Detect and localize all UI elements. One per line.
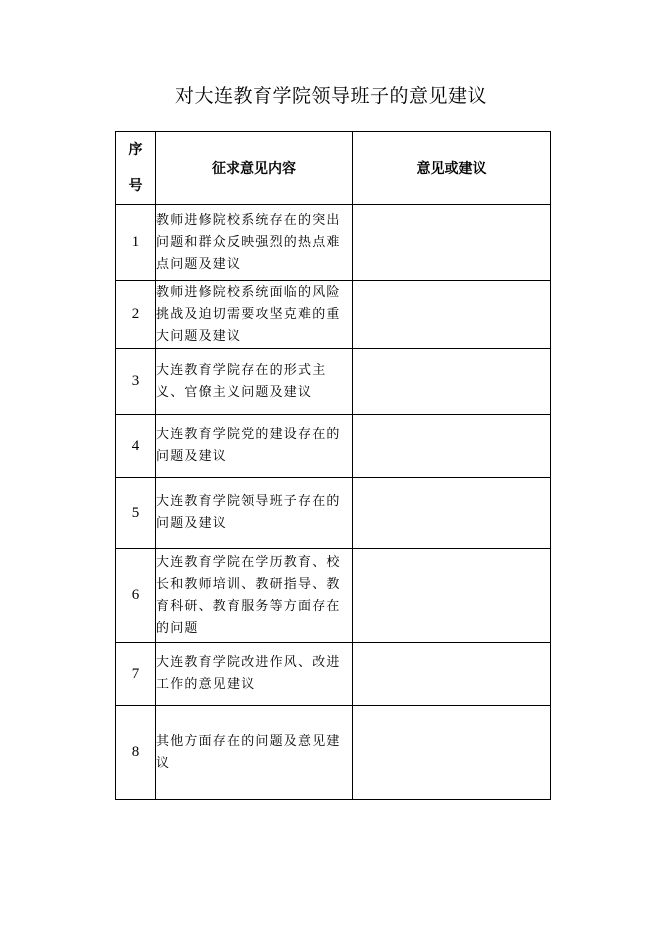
opinion-input-cell[interactable] <box>353 349 551 415</box>
row-content: 大连教育学院党的建设存在的问题及建议 <box>156 415 353 478</box>
opinion-input-cell[interactable] <box>353 415 551 478</box>
opinion-input-cell[interactable] <box>353 549 551 643</box>
number-column-header <box>116 132 156 205</box>
table-row <box>116 549 551 643</box>
table-row <box>116 415 551 478</box>
row-content: 大连教育学院改进作风、改进工作的意见建议 <box>156 643 353 706</box>
row-content: 大连教育学院存在的形式主义、官僚主义问题及建议 <box>156 349 353 415</box>
row-content: 教师进修院校系统存在的突出问题和群众反映强烈的热点难点问题及建议 <box>156 205 353 281</box>
opinion-input-cell[interactable] <box>353 281 551 349</box>
row-number: 7 <box>116 643 156 706</box>
opinion-form-table <box>115 131 551 800</box>
row-content: 教师进修院校系统面临的风险挑战及迫切需要攻坚克难的重大问题及建议 <box>156 281 353 349</box>
content-column-header: 征求意见内容 <box>156 132 353 205</box>
table-row <box>116 643 551 706</box>
row-number: 6 <box>116 549 156 643</box>
opinion-column-header: 意见或建议 <box>353 132 551 205</box>
header-row <box>116 132 551 205</box>
opinion-input-cell[interactable] <box>353 205 551 281</box>
row-number: 5 <box>116 478 156 549</box>
table-row <box>116 478 551 549</box>
row-content: 大连教育学院领导班子存在的问题及建议 <box>156 478 353 549</box>
table-row <box>116 205 551 281</box>
row-content: 大连教育学院在学历教育、校长和教师培训、教研指导、教育科研、教育服务等方面存在的问题 <box>156 549 353 643</box>
row-content: 其他方面存在的问题及意见建议 <box>156 706 353 800</box>
row-number: 8 <box>116 706 156 800</box>
opinion-input-cell[interactable] <box>353 478 551 549</box>
row-number: 3 <box>116 349 156 415</box>
table-row <box>116 349 551 415</box>
page-title: 对大连教育学院领导班子的意见建议 <box>174 85 487 107</box>
opinion-input-cell[interactable] <box>353 706 551 800</box>
row-number: 1 <box>116 205 156 281</box>
opinion-input-cell[interactable] <box>353 643 551 706</box>
table-row <box>116 281 551 349</box>
row-number: 2 <box>116 281 156 349</box>
row-number: 4 <box>116 415 156 478</box>
number-header-line-1: 序 <box>128 142 143 158</box>
number-header-line-2: 号 <box>128 178 143 194</box>
table-row <box>116 706 551 800</box>
